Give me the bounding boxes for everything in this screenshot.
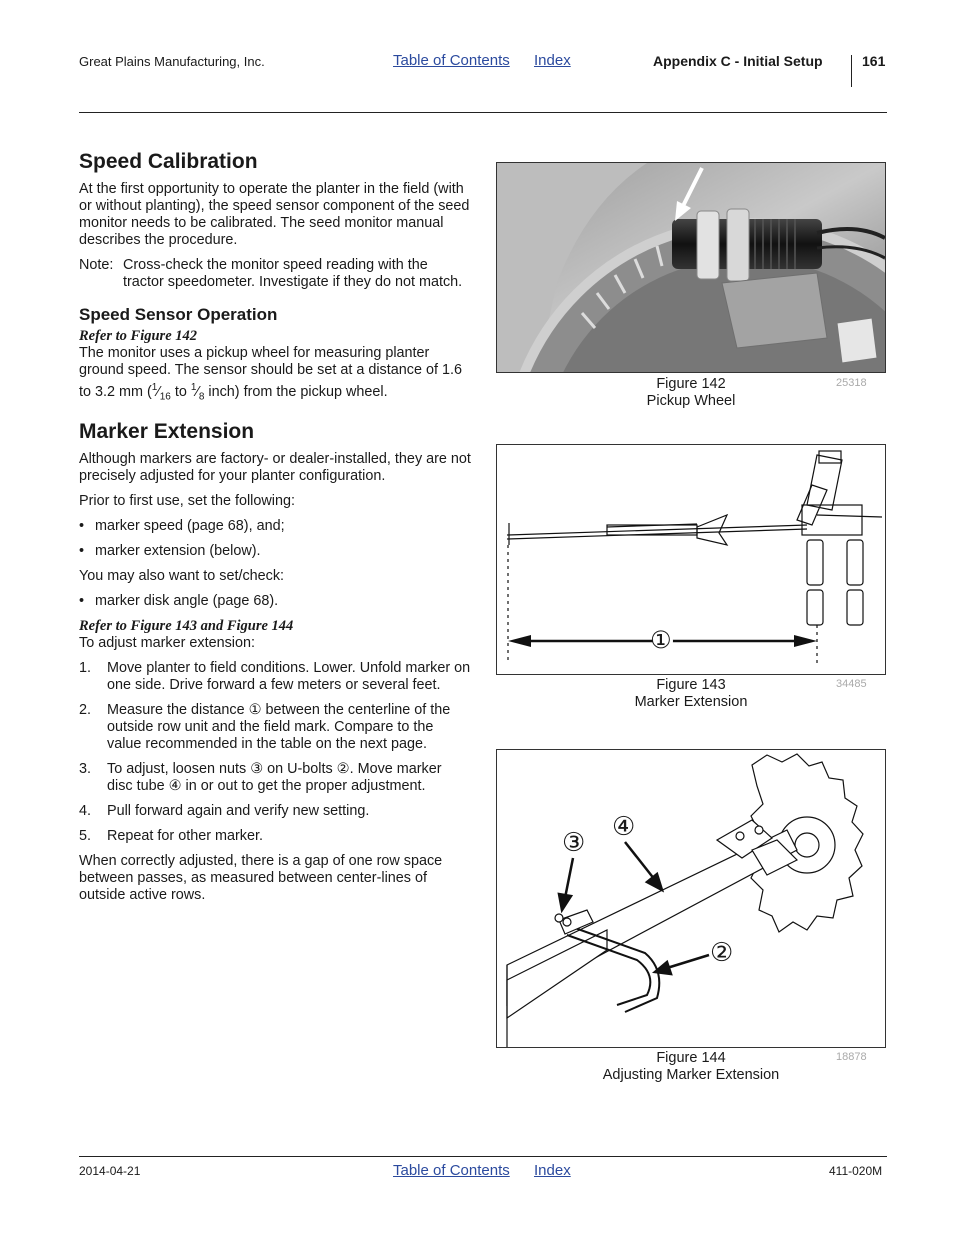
- footer-date: 2014-04-21: [79, 1164, 141, 1178]
- figure-143-title: Marker Extension: [634, 694, 748, 710]
- marker-adjustment-illustration: [497, 750, 885, 1047]
- figure-143-label: Figure 143: [656, 677, 726, 693]
- figure-142-caption: [496, 376, 886, 410]
- page-number: 161: [862, 53, 886, 69]
- speed-calibration-note: [79, 257, 471, 291]
- note-text: Cross-check the monitor speed reading with the tractor speedometer. Investigate if they do not match.: [123, 257, 463, 290]
- marker-extension-intro: Although markers are factory- or dealer-installed, they are not precisely adjusted for your planter configuration.: [79, 450, 471, 484]
- speed-sensor-ref: Refer to Figure 142: [79, 328, 198, 344]
- header-company: Great Plains Manufacturing, Inc.: [79, 54, 265, 69]
- adjust-lead: To adjust marker extension:: [79, 634, 255, 651]
- marker-extension-title: Marker Extension: [79, 419, 255, 443]
- figure-144-label: Figure 144: [656, 1050, 726, 1066]
- header-divider: [851, 55, 852, 87]
- figure-142-title: Pickup Wheel: [646, 393, 736, 409]
- callout-3: ③: [562, 827, 586, 857]
- figure-142-image: [496, 162, 886, 373]
- check-lead: You may also want to set/check:: [79, 567, 285, 584]
- callout-2: ②: [710, 937, 734, 967]
- figure-144-title: Adjusting Marker Extension: [602, 1067, 780, 1083]
- step-item: 2. Measure the distance ① between the centerline of the outside row unit and the field mark. Compare to the value recommended in the table on the next page.: [79, 701, 451, 752]
- pickup-wheel-illustration: [497, 163, 885, 372]
- list-item: • marker speed (page 68), and;: [79, 517, 285, 534]
- note-label: Note:: [79, 257, 114, 273]
- figure-144-image: [496, 749, 886, 1048]
- marker-extension-illustration: [497, 445, 885, 674]
- footer-toc-link[interactable]: Table of Contents: [393, 1162, 510, 1179]
- callout-1: ①: [650, 627, 672, 654]
- speed-sensor-title: Speed Sensor Operation: [79, 305, 278, 324]
- figure-142-label: Figure 142: [656, 376, 726, 392]
- speed-calibration-title: Speed Calibration: [79, 150, 258, 173]
- figure-142-id: 25318: [836, 377, 867, 389]
- list-item: • marker disk angle (page 68).: [79, 592, 279, 609]
- footer-doc-number: 411-020M: [829, 1164, 883, 1178]
- step-item: 3. To adjust, loosen nuts ③ on U-bolts ②. Move marker disc tube ④ in or out to get the proper adjustment.: [79, 760, 442, 794]
- callout-4: ④: [612, 811, 636, 841]
- speed-sensor-body: The monitor uses a pickup wheel for measuring planter ground speed. The sensor should be set at a distance of 1.6 to 3.2 mm ($^1⁄_{16}$ to $^1⁄_8$ inch) from the pickup wheel.: [79, 345, 462, 403]
- figure-144-caption: [496, 1050, 886, 1084]
- figure-144-id: 18878: [836, 1051, 867, 1063]
- footer-index-link[interactable]: Index: [534, 1162, 571, 1179]
- header-toc-link[interactable]: Table of Contents: [393, 52, 510, 69]
- figure-143-caption: [496, 677, 886, 711]
- marker-extension-closing: When correctly adjusted, there is a gap of one row space between passes, as measured between center-lines of outside active rows.: [79, 852, 443, 903]
- header-index-link[interactable]: Index: [534, 52, 571, 69]
- marker-extension-ref: Refer to Figure 143 and Figure 144: [79, 617, 294, 634]
- speed-calibration-section: [79, 150, 471, 904]
- figure-143-id: 34485: [836, 678, 867, 690]
- header-section-title: Appendix C - Initial Setup: [653, 53, 823, 69]
- list-item: • marker extension (below).: [79, 542, 261, 559]
- set-lead: Prior to first use, set the following:: [79, 492, 295, 509]
- step-item: 4. Pull forward again and verify new setting.: [79, 802, 370, 819]
- figure-143-image: [496, 444, 886, 675]
- footer-rule: [79, 1156, 887, 1157]
- speed-calibration-body: At the first opportunity to operate the planter in the field (with or without planting), the speed sensor component of the seed monitor needs to be calibrated. The seed monitor manual describes the procedure.: [79, 181, 470, 248]
- step-item: 5. Repeat for other marker.: [79, 827, 263, 844]
- step-item: 1. Move planter to field conditions. Lower. Unfold marker on one side. Drive forward a few meters or several feet.: [79, 659, 471, 693]
- header-rule: [79, 112, 887, 113]
